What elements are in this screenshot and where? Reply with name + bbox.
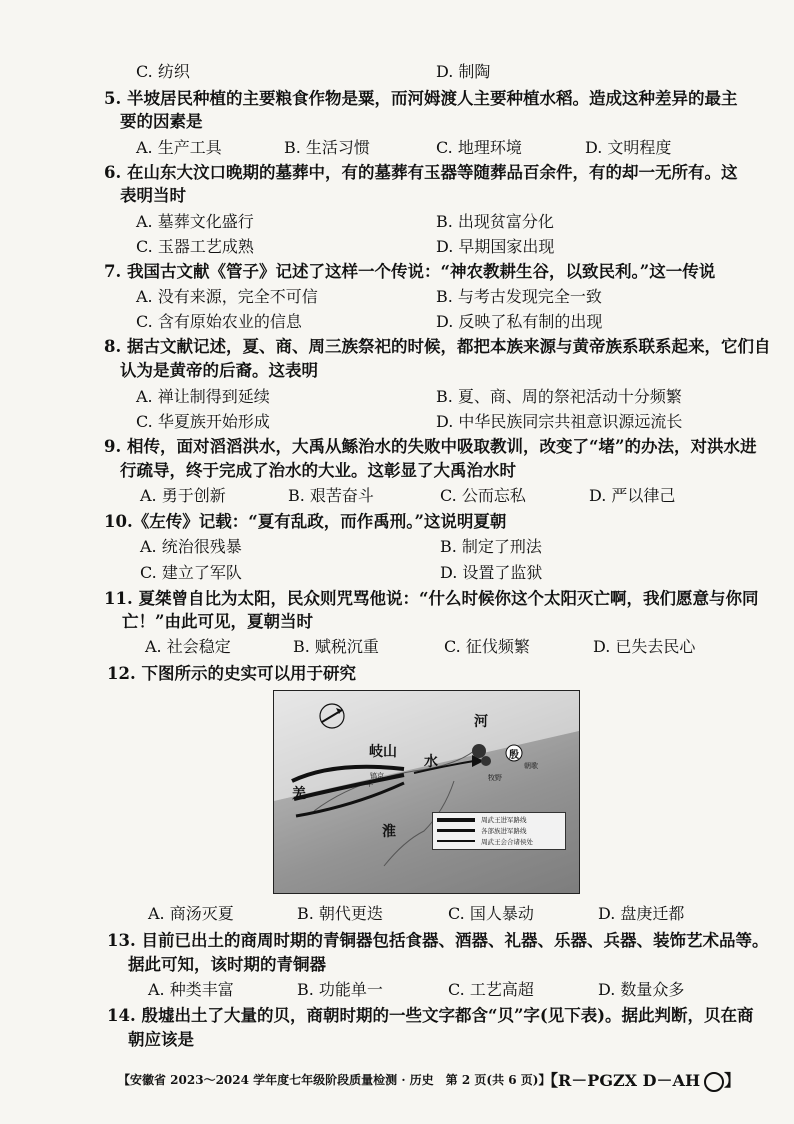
question-9-line-2: 行疏导，终于完成了治水的大业。这彰显了大禹治水时 bbox=[120, 461, 516, 480]
q9-option-a: A. 勇于创新 bbox=[140, 486, 226, 505]
question-8-line-2: 认为是黄帝的后裔。这表明 bbox=[120, 361, 318, 380]
q9-option-c: C. 公而忘私 bbox=[440, 486, 526, 505]
q13-option-c: C. 工艺高超 bbox=[448, 980, 534, 999]
legend-text: 各部族进军路线 bbox=[481, 827, 527, 835]
q12-option-c: C. 国人暴动 bbox=[448, 904, 534, 923]
q11-option-d: D. 已失去民心 bbox=[593, 637, 696, 656]
q9-option-d: D. 严以律己 bbox=[589, 486, 676, 505]
question-6-line-2: 表明当时 bbox=[120, 186, 186, 205]
q11-option-c: C. 征伐频繁 bbox=[444, 637, 530, 656]
map-small-hao: 镐京 bbox=[370, 772, 384, 780]
q6-option-c: C. 玉器工艺成熟 bbox=[136, 237, 254, 256]
map-label-huai: 淮 bbox=[382, 824, 396, 840]
q7-option-b: B. 与考古发现完全一致 bbox=[436, 287, 602, 306]
circle-icon bbox=[704, 1072, 724, 1092]
question-11-line-2: 亡！”由此可见，夏朝当时 bbox=[122, 612, 313, 631]
map-legend bbox=[432, 812, 566, 850]
legend-text: 周武王会合诸侯处 bbox=[481, 838, 533, 846]
q6-option-b: B. 出现贫富分化 bbox=[436, 212, 554, 231]
q5-option-c: C. 地理环境 bbox=[436, 138, 522, 157]
q10-option-c: C. 建立了军队 bbox=[140, 563, 242, 582]
map-small-feng: 丰 bbox=[366, 780, 373, 788]
map-small-zhaoge: 朝歌 bbox=[524, 762, 538, 770]
question-14-line-1: 14. 殷墟出土了大量的贝，商朝时期的一些文字都含“贝”字(见下表)。据此判断，贝在商 bbox=[107, 1006, 754, 1025]
q5-option-b: B. 生活习惯 bbox=[284, 138, 370, 157]
option-c-top: C. 纺织 bbox=[136, 62, 190, 81]
question-7-line-1: 7. 我国古文献《管子》记述了这样一个传说：“神农教耕生谷，以致民利。”这一传说 bbox=[104, 262, 716, 281]
map-label-he: 河 bbox=[474, 714, 488, 730]
map-label-yin: 殷 bbox=[509, 750, 519, 761]
q6-option-a: A. 墓葬文化盛行 bbox=[136, 212, 254, 231]
question-11-line-1: 11. 夏桀曾自比为太阳，民众则咒骂他说：“什么时候你这个太阳灭亡啊，我们愿意与你同 bbox=[104, 589, 759, 608]
bracket-close: 】 bbox=[724, 1071, 741, 1090]
q5-option-d: D. 文明程度 bbox=[585, 138, 672, 157]
q9-option-b: B. 艰苦奋斗 bbox=[288, 486, 374, 505]
question-5-line-2: 要的因素是 bbox=[120, 112, 203, 131]
q7-option-c: C. 含有原始农业的信息 bbox=[136, 312, 302, 331]
q12-option-a: A. 商汤灭夏 bbox=[148, 904, 234, 923]
paper-code bbox=[542, 1068, 740, 1092]
q13-option-a: A. 种类丰富 bbox=[148, 980, 234, 999]
question-5-line-1: 5. 半坡居民种植的主要粮食作物是粟，而河姆渡人主要种植水稻。造成这种差异的最主 bbox=[104, 89, 738, 108]
q8-option-a: A. 禅让制得到延续 bbox=[136, 387, 270, 406]
legend-arrow bbox=[437, 840, 475, 842]
paper-code-text: 【R－PGZX D－AH bbox=[542, 1071, 701, 1090]
legend-arrow bbox=[437, 829, 475, 832]
q5-option-a: A. 生产工具 bbox=[136, 138, 222, 157]
question-10-line-1: 10.《左传》记载：“夏有乱政，而作禹刑。”这说明夏朝 bbox=[104, 512, 507, 531]
question-13-line-2: 据此可知，该时期的青铜器 bbox=[128, 955, 326, 974]
q7-option-a: A. 没有来源，完全不可信 bbox=[136, 287, 318, 306]
q10-option-a: A. 统治很残暴 bbox=[140, 537, 242, 556]
map-label-qishan: 岐山 bbox=[369, 744, 397, 760]
map-drawing bbox=[274, 691, 579, 893]
option-d-top: D. 制陶 bbox=[436, 62, 491, 81]
question-12-line-1: 12. 下图所示的史实可以用于研究 bbox=[107, 664, 356, 683]
legend-text: 周武王进军路线 bbox=[481, 816, 527, 824]
legend-row bbox=[437, 826, 561, 836]
q6-option-d: D. 早期国家出现 bbox=[436, 237, 555, 256]
q8-option-d: D. 中华民族同宗共祖意识源远流长 bbox=[436, 412, 683, 431]
q13-option-b: B. 功能单一 bbox=[297, 980, 383, 999]
map-label-shui: 水 bbox=[424, 754, 438, 770]
legend-arrow bbox=[437, 818, 475, 822]
question-9-line-1: 9. 相传，面对滔滔洪水，大禹从鲧治水的失败中吸取教训，改变了“堵”的办法，对洪水进 bbox=[104, 437, 757, 456]
q8-option-c: C. 华夏族开始形成 bbox=[136, 412, 270, 431]
q13-option-d: D. 数量众多 bbox=[598, 980, 685, 999]
legend-row bbox=[437, 815, 561, 825]
q10-option-d: D. 设置了监狱 bbox=[440, 563, 543, 582]
map-small-muye: 牧野 bbox=[488, 774, 502, 782]
q11-option-b: B. 赋税沉重 bbox=[293, 637, 379, 656]
map-label-qiang: 羌 bbox=[292, 786, 306, 802]
historical-map bbox=[273, 690, 580, 894]
page-footer: 【安徽省 2023～2024 学年度七年级阶段质量检测 · 历史 第 2 页(共 6 页)】 bbox=[118, 1073, 551, 1087]
q7-option-d: D. 反映了私有制的出现 bbox=[436, 312, 603, 331]
q10-option-b: B. 制定了刑法 bbox=[440, 537, 542, 556]
q11-option-a: A. 社会稳定 bbox=[145, 637, 231, 656]
legend-row bbox=[437, 837, 561, 847]
question-14-line-2: 朝应该是 bbox=[128, 1030, 194, 1049]
question-8-line-1: 8. 据古文献记述，夏、商、周三族祭祀的时候，都把本族来源与黄帝族系联系起来，它们自 bbox=[104, 337, 771, 356]
q12-option-b: B. 朝代更迭 bbox=[297, 904, 383, 923]
question-6-line-1: 6. 在山东大汶口晚期的墓葬中，有的墓葬有玉器等随葬品百余件，有的却一无所有。这 bbox=[104, 163, 738, 182]
question-13-line-1: 13. 目前已出土的商周时期的青铜器包括食器、酒器、礼器、乐器、兵器、装饰艺术品等。 bbox=[107, 931, 769, 950]
q12-option-d: D. 盘庚迁都 bbox=[598, 904, 685, 923]
q8-option-b: B. 夏、商、周的祭祀活动十分频繁 bbox=[436, 387, 682, 406]
